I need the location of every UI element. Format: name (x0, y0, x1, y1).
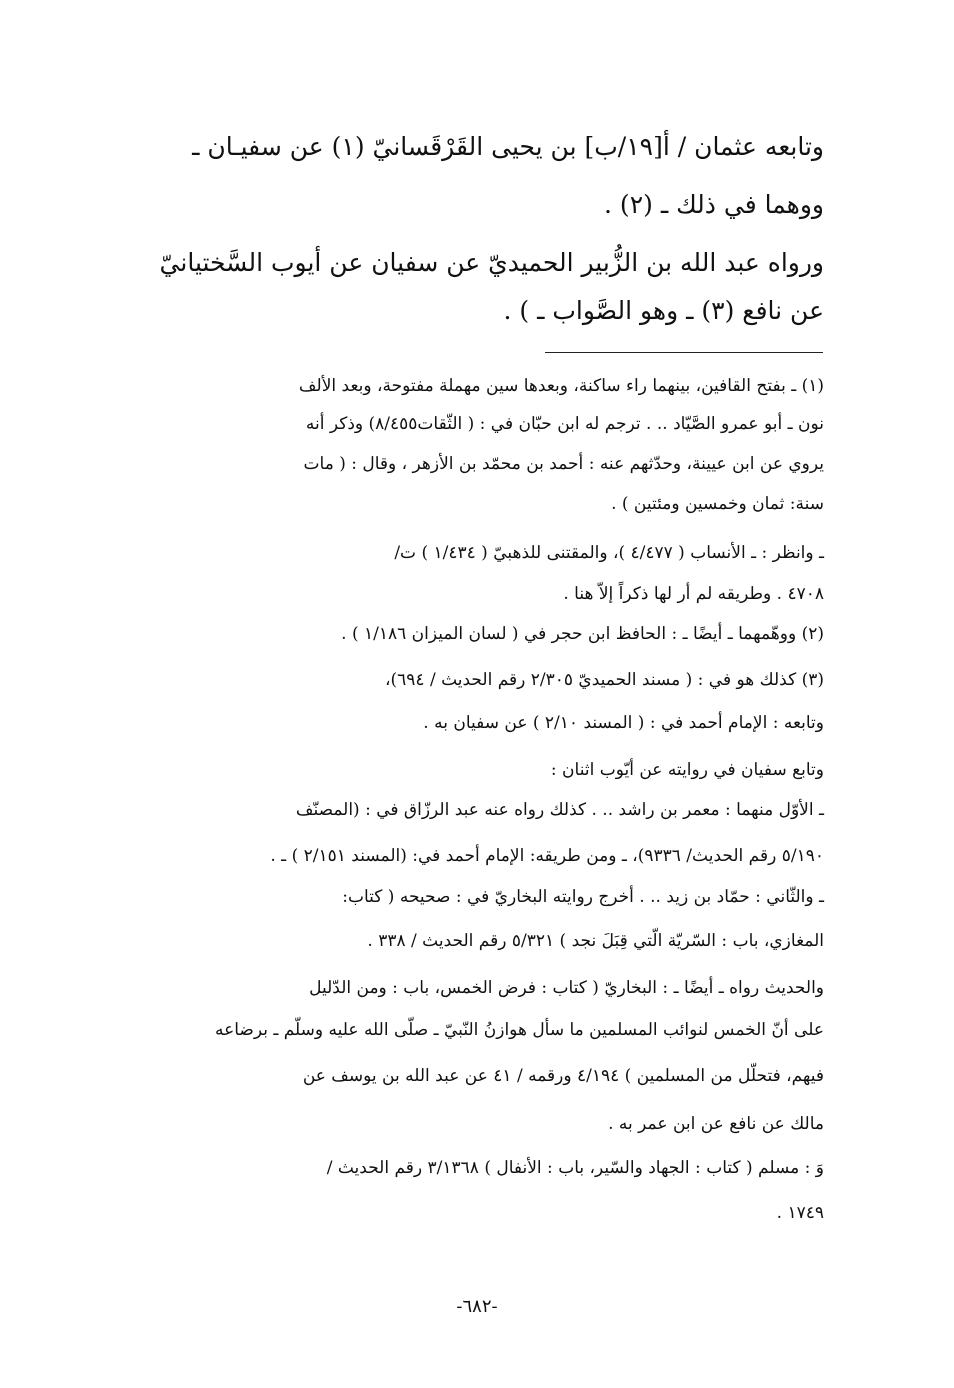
footnote-line: (٣) كذلك هو في : ( مسند الحميديّ ٢/٣٠٥ رقم الحديث / ٦٩٤)، (385, 670, 824, 690)
footnote-line: (٢) ووهّمهما ـ أيضًا ـ : الحافظ ابن حجر في ( لسان الميزان ١/١٨٦ ) . (341, 624, 824, 644)
footnote-line: سنة: ثمان وخمسين ومئتين ) . (611, 494, 824, 514)
footnote-line: ـ وانظر : ـ الأنساب ( ٤/٤٧٧ )، والمقتنى للذهبيّ ( ١/٤٣٤ ) ت/ (394, 543, 824, 563)
footnote-line: ٤٧٠٨ . وطريقه لم أر لها ذكراً إلاّ هنا . (563, 584, 824, 604)
main-line-3: ورواه عبد الله بن الزُّبير الحميديّ عن سفيان عن أيوب السَّختيانيّ (159, 248, 824, 277)
page-number: -٦٨٢- (456, 1296, 498, 1317)
footnote-line: ـ والثّاني : حمّاد بن زيد .. . أخرج روايته البخاريّ في : صحيحه ( كتاب: (342, 887, 824, 907)
footnote-line: ١٧٤٩ . (776, 1203, 824, 1223)
footnote-line: المغازي، باب : السّريّة الّتي قِبَلَ نجد ) ٥/٣٢١ رقم الحديث / ٣٣٨ . (367, 931, 824, 951)
footnote-separator (545, 352, 823, 353)
footnote-line: على أنّ الخمس لنوائب المسلمين ما سأل هوازنُ النّبيّ ـ صلّى الله عليه وسلّم ـ برضاعه (214, 1020, 824, 1040)
main-line-2: ووهما في ذلك ـ (٢) . (604, 190, 824, 219)
footnote-line: وتابعه : الإمام أحمد في : ( المسند ٢/١٠ ) عن سفيان به . (423, 713, 824, 733)
main-line-4: عن نافع (٣) ـ وهو الصَّواب ـ ) . (503, 296, 824, 325)
footnote-line: ٥/١٩٠ رقم الحديث/ ٩٣٣٦)، ـ ومن طريقه: الإمام أحمد في: (المسند ٢/١٥١ ) ـ . (270, 846, 824, 866)
footnote-line: يروي عن ابن عيينة، وحدّثهم عنه : أحمد بن محمّد بن الأزهر ، وقال : ( مات (303, 454, 824, 474)
footnote-line: وَ : مسلم ( كتاب : الجهاد والسّير، باب : الأنفال ) ٣/١٣٦٨ رقم الحديث / (326, 1158, 824, 1178)
footnote-line: ـ الأوّل منهما : معمر بن راشد .. . كذلك رواه عنه عبد الرزّاق في : (المصنّف (295, 800, 824, 820)
footnote-line: فيهم، فتحلّل من المسلمين ) ٤/١٩٤ ورقمه / ٤١ عن عبد الله بن يوسف عن (302, 1066, 824, 1086)
footnote-line: نون ـ أبو عمرو الصَّيّاد .. . ترجم له ابن حبّان في : ( الثّقات٨/٤٥٥) وذكر أنه (305, 414, 824, 434)
main-line-1: وتابعه عثمان / أ[١٩/ب] بن يحيى القَرْقَسانيّ (١) عن سفيـان ـ (192, 132, 824, 161)
footnote-line: (١) ـ بفتح القافين، بينهما راء ساكنة، وبعدها سين مهملة مفتوحة، وبعد الألف (298, 376, 824, 396)
footnote-line: وتابع سفيان في روايته عن أيّوب اثنان : (550, 760, 824, 780)
footnote-line: والحديث رواه ـ أيضًا ـ : البخاريّ ( كتاب : فرض الخمس، باب : ومن الدّليل (309, 978, 824, 998)
footnote-line: مالك عن نافع عن ابن عمر به . (608, 1114, 824, 1134)
